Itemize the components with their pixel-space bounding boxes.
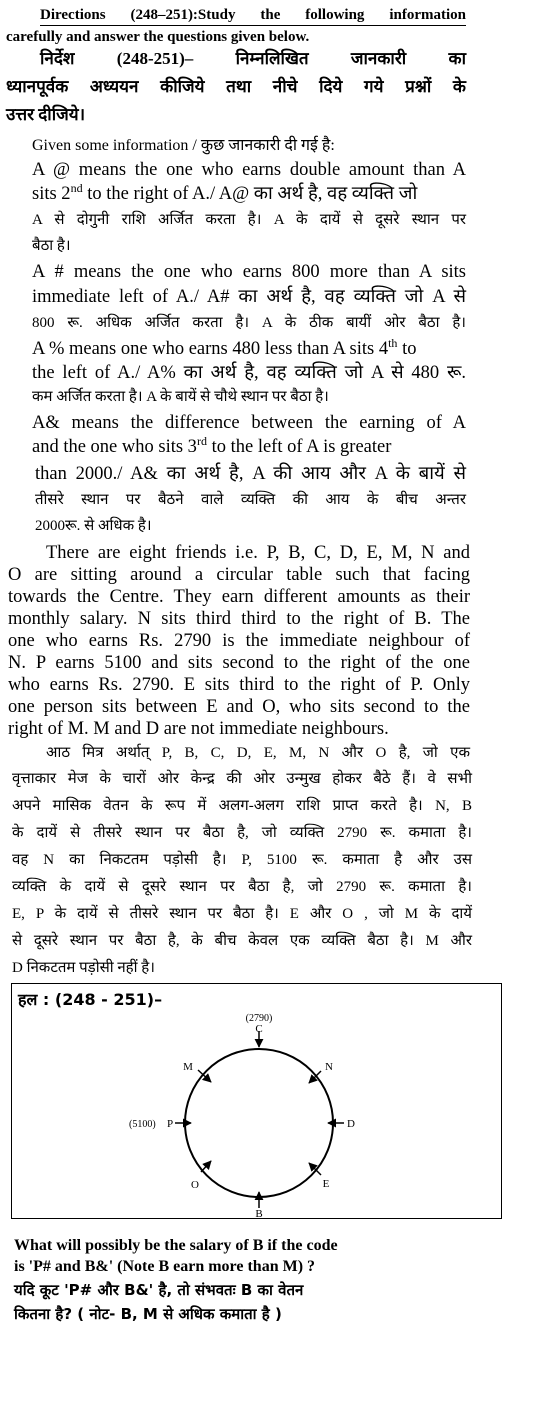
at-definition-en-1: A @ means the one who earns double amount than A [32, 160, 466, 180]
label-n: N [325, 1061, 333, 1073]
directions-hindi-line-1: निर्देश (248-251)– निम्नलिखित जानकारी का [40, 49, 466, 68]
at-definition-hn-2: बैठा है। [32, 238, 71, 254]
label-m: M [183, 1061, 193, 1073]
puzzle-en-line: one who earns Rs. 2790 is the immediate neighbour of [8, 631, 470, 651]
label-p-salary: (5100) [129, 1119, 156, 1130]
puzzle-en-line: There are eight friends i.e. P, B, C, D, E, M, N and [46, 543, 470, 563]
puzzle-en-line: O are sitting around a circular table such that facing [8, 565, 470, 585]
question-en-1: What will possibly be the salary of B if the code [14, 1237, 338, 1254]
pct-definition-hn-1: कम अर्जित करता है। A के बायें से चौथे स्थान पर बैठा है। [32, 389, 329, 405]
amp-definition-hn-1: तीसरे स्थान पर बैठने वाले व्यक्ति की आय के बीच अन्तर [35, 492, 466, 508]
question-hn-1: यदि कूट 'P# और B&' है, तो संभवतः B का वेतन [14, 1281, 304, 1299]
label-o: O [191, 1179, 199, 1191]
puzzle-hn-line: वृत्ताकार मेज के चारों ओर केन्द्र की ओर उन्मुख होकर बैठे हैं। वे सभी [12, 771, 472, 787]
directions-heading: Directions (248–251):Study the following information [40, 5, 466, 26]
puzzle-hn-line: अपने मासिक वेतन के रूप में अलग-अलग राशि प्राप्त करते है। N, B [12, 798, 472, 814]
puzzle-hn-line: आठ मित्र अर्थात् P, B, C, D, E, M, N और O है, जो एक [46, 745, 470, 761]
puzzle-en-line: who earns Rs. 2790. E sits third to the right of P. Only [8, 675, 470, 695]
puzzle-en-line: towards the Centre. They earn different amounts as their [8, 587, 470, 607]
at-definition-hn-1: A से दोगुनी राशि अर्जित करता है। A के दायें से दूसरे स्थान पर [32, 212, 466, 228]
hash-definition-en-2: immediate left of A./ A# का अर्थ है, वह व्यक्ति जो A से [32, 287, 466, 307]
label-d: D [347, 1118, 355, 1130]
hash-definition-hn-1: 800 रू. अधिक अर्जित करता है। A के ठीक बायीं ओर बैठा है। [32, 315, 466, 331]
table-circle [185, 1049, 333, 1197]
amp-definition-en-2: and the one who sits 3rd to the left of A is greater [32, 433, 392, 457]
pct-definition-en-1: A % means one who earns 480 less than A sits 4th to [32, 335, 417, 359]
label-c-salary: (2790) [245, 1013, 273, 1024]
puzzle-hn-line: व्यक्ति के दायें से दूसरे स्थान पर बैठा है, जो 2790 रू. कमाता है। [12, 879, 472, 895]
pct-definition-en-2: the left of A./ A% का अर्थ है, वह व्यक्ति जो A से 480 रू. [32, 363, 466, 383]
directions-hindi-line-2: ध्यानपूर्वक अध्ययन कीजिये तथा नीचे दिये गये प्रश्नों के [6, 77, 466, 96]
question-hn-2: कितना है? ( नोट- B, M से अधिक कमाता है ) [14, 1305, 282, 1323]
puzzle-en-line: one person sits between E and O, who sits second to the [8, 697, 470, 717]
info-given: Given some information / कुछ जानकारी दी गई है: [32, 137, 335, 154]
amp-definition-en-3: than 2000./ A& का अर्थ है, A की आय और A के बायें से [35, 464, 466, 484]
hash-definition-en-1: A # means the one who earns 800 more than A sits [32, 262, 466, 282]
solution-box [11, 983, 502, 1219]
amp-definition-hn-2: 2000रू. से अधिक है। [35, 518, 152, 534]
label-p: P [167, 1118, 174, 1130]
seating-diagram [12, 984, 503, 1220]
question-en-2: is 'P# and B&' (Note B earn more than M) ? [14, 1258, 316, 1275]
seat-arrow-o [201, 1161, 211, 1172]
puzzle-hn-line: E, P के दायें से तीसरे स्थान पर बैठा है। E और O , जो M के दायें [12, 906, 472, 922]
directions-subheading: carefully and answer the questions given below. [6, 29, 310, 45]
label-c: C [255, 1023, 263, 1035]
puzzle-en-line: N. P earns 5100 and sits second to the right of the one [8, 653, 470, 673]
amp-definition-en-1: A& means the difference between the earning of A [32, 413, 466, 433]
directions-hindi-line-3: उत्तर दीजिये। [6, 105, 86, 124]
label-b: B [255, 1208, 263, 1220]
puzzle-hn-line: D निकटतम पड़ोसी नहीं है। [12, 960, 155, 976]
puzzle-hn-line: से दूसरे स्थान पर बैठा है, के बीच केवल एक व्यक्ति बैठा है। M और [12, 933, 472, 949]
label-e: E [322, 1178, 330, 1190]
at-definition-en-2: sits 2nd to the right of A./ A@ का अर्थ है, वह व्यक्ति जो [32, 180, 418, 204]
puzzle-en-line: monthly salary. N sits third third to the right of B. The [8, 609, 470, 629]
solution-title: हल : (248 - 251)– [18, 990, 163, 1009]
puzzle-hn-line: के दायें से तीसरे स्थान पर बैठा है, जो व्यक्ति 2790 रू. कमाता है। [12, 825, 472, 841]
puzzle-hn-line: वह N का निकटतम पड़ोसी है। P, 5100 रू. कमाता है और उस [12, 852, 472, 868]
puzzle-en-line: right of M. M and D are not immediate neighbours. [8, 719, 389, 739]
